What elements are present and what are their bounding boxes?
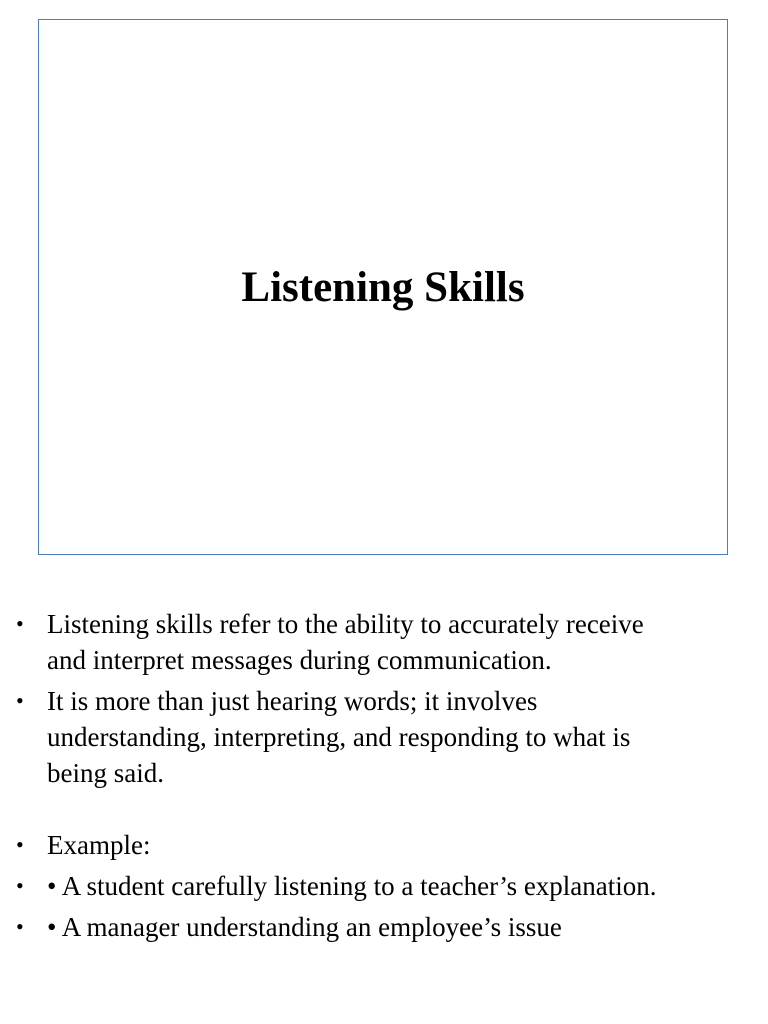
list-item-text: • A student carefully listening to a teacher’s explanation. [47, 871, 657, 901]
bullet-icon: • [16, 832, 24, 857]
list-item [0, 909, 768, 945]
list-item-text: Example: [47, 830, 151, 860]
notes-list [0, 606, 768, 945]
speaker-notes [0, 606, 768, 950]
bullet-icon: • [16, 873, 24, 898]
list-item [0, 683, 768, 791]
list-item [0, 827, 768, 863]
list-item [0, 868, 768, 904]
slide-frame [38, 19, 728, 555]
list-item-text: • A manager understanding an employee’s issue [47, 912, 562, 942]
list-item [0, 606, 768, 678]
bullet-icon: • [16, 914, 24, 939]
bullet-icon: • [16, 611, 24, 636]
bullet-icon: • [16, 688, 24, 713]
list-item-text: It is more than just hearing words; it involves understanding, interpreting, and responding to what is being said. [47, 686, 631, 788]
slide-title: Listening Skills [241, 263, 525, 311]
list-item-text: Listening skills refer to the ability to accurately receive and interpret messages during communication. [47, 609, 644, 675]
